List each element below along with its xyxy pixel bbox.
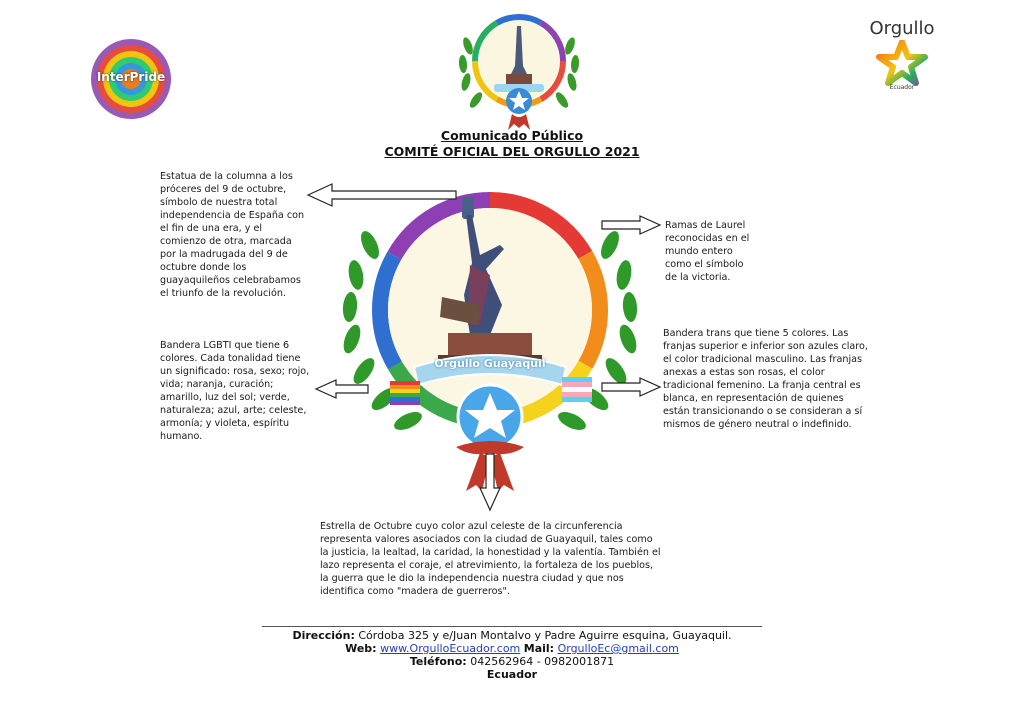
arrow-trans-icon [600, 376, 662, 398]
mail-label: Mail: [523, 642, 555, 655]
small-seal [454, 6, 584, 134]
rainbow-star-icon [874, 40, 930, 86]
seal-banner-text: Orgullo Guayaquil [434, 357, 546, 370]
footer-pais [200, 668, 824, 681]
pais-value: Ecuador [486, 668, 538, 681]
arrow-estrella-icon [478, 452, 502, 512]
web-label: Web: [345, 642, 377, 655]
footer-telefono [200, 655, 824, 668]
note-estrella: Estrella de Octubre cuyo color azul celeste de la circunferencia representa valores asociados con la ciudad de Guayaquil, tales como la justicia, la lealtad, la caridad, la honestidad y la valentía. También el lazo representa el coraje, el atrevimiento, la fortaleza de los pueblos, la guerra que le dio la independencia nuestra ciudad y que nos identifica como "madera de guerreros". [320, 521, 661, 597]
telefono-label: Teléfono: [409, 655, 467, 668]
arrow-laurel-icon [600, 214, 662, 236]
mail-link[interactable]: OrgulloEc@gmail.com [557, 642, 679, 655]
direccion-label: Dirección: [292, 629, 355, 642]
note-lgbti: Bandera LGBTI que tiene 6 colores. Cada tonalidad tiene un significado: rosa, sexo; rojo, vida; naranja, curación; amarillo, luz del sol; verde, naturaleza; azul, arte; celeste, armonía; y violeta, espíritu humano. [160, 340, 310, 442]
arrow-lgbti-icon [314, 378, 370, 400]
arrow-estatua-icon [306, 182, 458, 208]
orgullo-ecuador-logo [862, 18, 942, 94]
orgullo-wordmark: Orgullo [869, 18, 935, 39]
note-trans: Bandera trans que tiene 5 colores. Las franjas superior e inferior son azules claro, el color tradicional masculino. Las franjas anexas a estas son rosas, el color tradicional femenino. La franja central es blanca, en representación de quienes están transicionando o se consideran a sí mismos de género neutral o indefinido. [663, 328, 868, 430]
interpride-wordmark: InterPride [96, 70, 166, 84]
footer-web [200, 642, 824, 655]
telefono-value: 042562964 - 0982001871 [470, 655, 615, 668]
orgullo-sub: Ecuador [889, 84, 915, 91]
direccion-value: Córdoba 325 y e/Juan Montalvo y Padre Aguirre esquina, Guayaquil. [358, 629, 732, 642]
note-laurel: Ramas de Laurel reconocidas en el mundo entero como el símbolo de la victoria. [665, 220, 750, 283]
interpride-logo [88, 37, 174, 121]
footer-direccion [200, 629, 824, 642]
web-link[interactable]: www.OrgulloEcuador.com [380, 642, 521, 655]
note-estatua: Estatua de la columna a los próceres del 9 de octubre, símbolo de nuestra total independencia de España con el fin de una era, y el comienzo de otra, marcada por la madrugada del 9 de octubre donde los guayaquileños celebrabamos el triunfo de la revolución. [160, 171, 305, 299]
page-title-comite: COMITÉ OFICIAL DEL ORGULLO 2021 [384, 144, 640, 159]
page-title-comunicado: Comunicado Público [440, 128, 584, 143]
footer-divider [262, 626, 762, 627]
